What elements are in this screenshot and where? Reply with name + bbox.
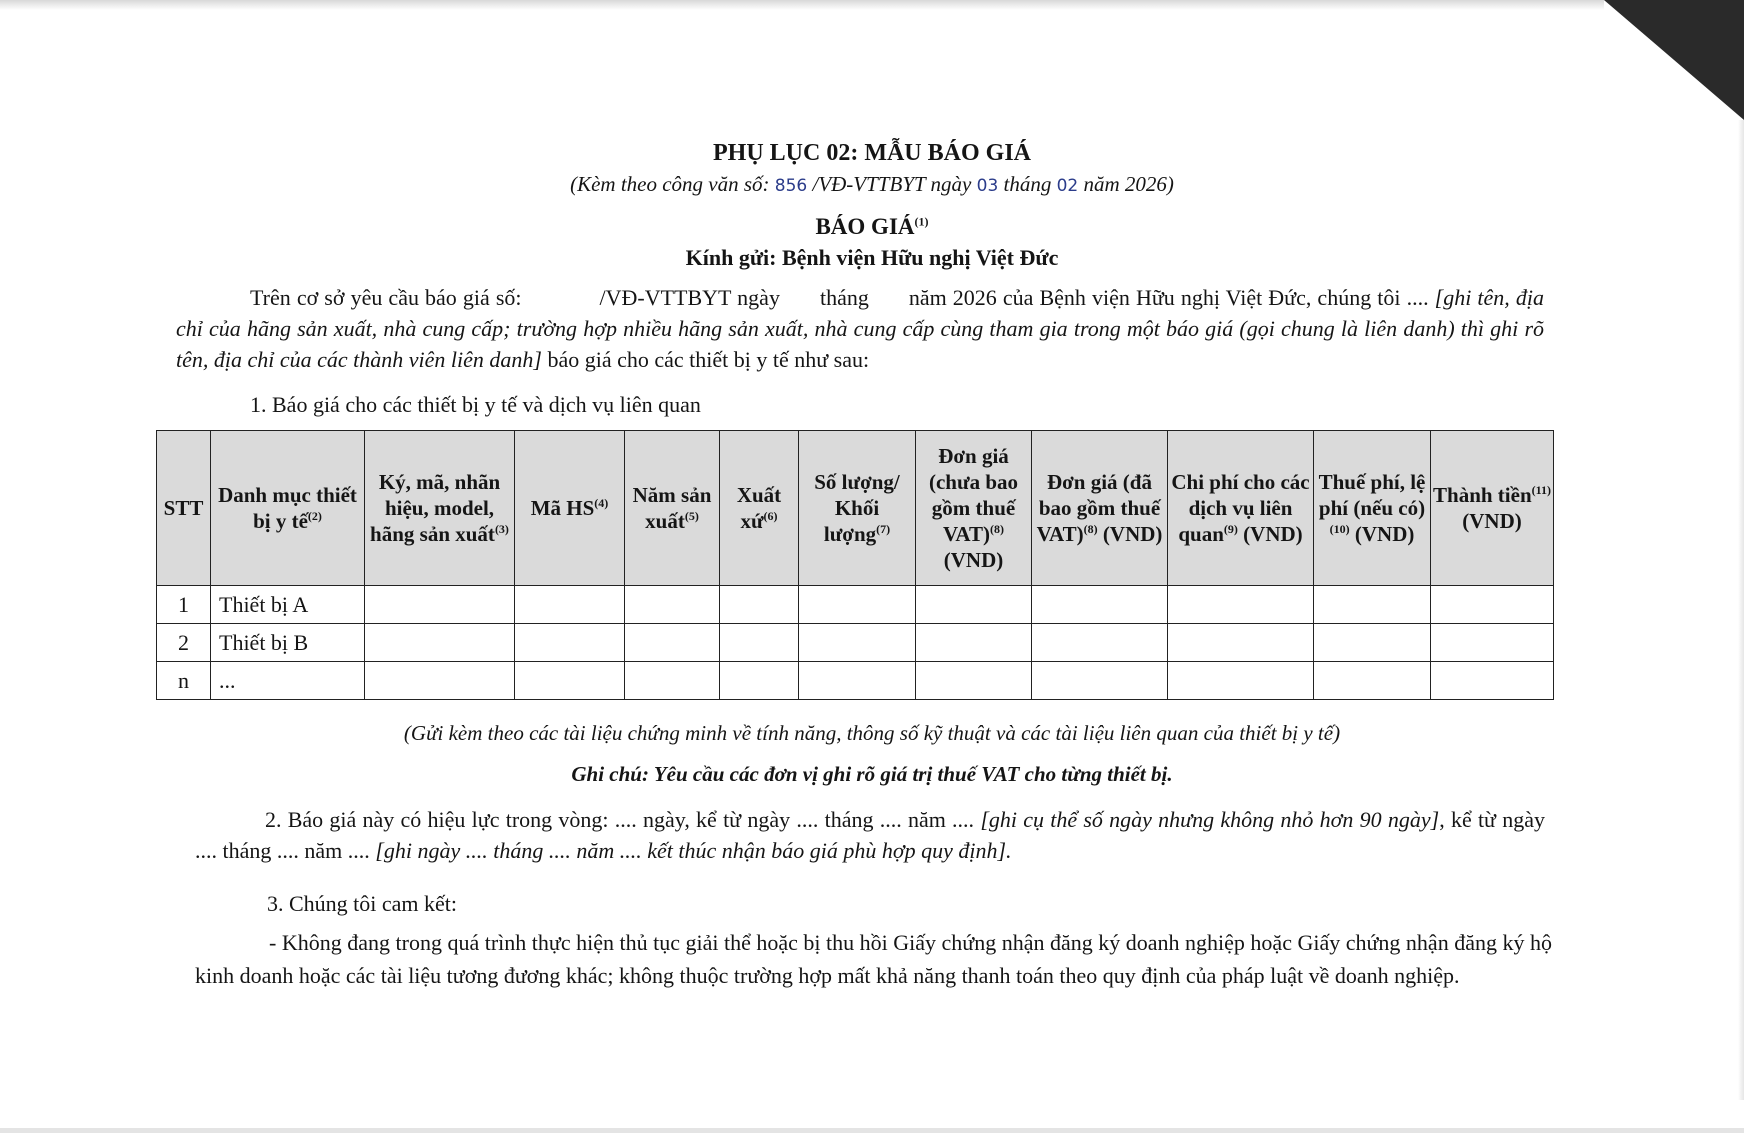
- empty-cell: [515, 662, 625, 700]
- reference-suffix: năm 2026): [1078, 172, 1174, 196]
- column-header-footnote: (9): [1223, 522, 1238, 536]
- empty-cell: [1032, 586, 1168, 624]
- attachment-note: (Gửi kèm theo các tài liệu chứng minh về tính năng, thông số kỹ thuật và các tài liệu liên quan của thiết bị y tế): [403, 721, 1341, 745]
- column-header: [515, 431, 625, 586]
- empty-cell: [799, 662, 916, 700]
- section-2-italic-2: [ghi ngày .... tháng .... năm .... kết thúc nhận báo giá phù hợp quy định].: [375, 838, 1012, 863]
- section-2-text-2: , kể từ ngày .... tháng .... năm ....: [195, 807, 1545, 863]
- empty-cell: [1314, 662, 1431, 700]
- empty-cell: [365, 662, 515, 700]
- column-header-text: Xuất xứ: [736, 483, 782, 533]
- empty-cell: [365, 624, 515, 662]
- quote-title-footnote: (1): [914, 214, 929, 229]
- section-1-heading: 1. Báo giá cho các thiết bị y tế và dịch vụ liên quan: [250, 392, 701, 417]
- empty-cell: [1032, 662, 1168, 700]
- empty-cell: [799, 624, 916, 662]
- section-3-heading: 3. Chúng tôi cam kết:: [267, 891, 458, 916]
- column-header-text: STT: [163, 496, 204, 520]
- quote-table: [156, 430, 1554, 700]
- column-header-text: Mã HS: [530, 496, 595, 520]
- column-header-text: Chi phí cho các dịch vụ liên quan: [1171, 470, 1310, 546]
- column-header-unit: (VND): [1097, 522, 1163, 546]
- empty-cell: [1431, 586, 1554, 624]
- column-header-text: Đơn giá (đã bao gồm thuế VAT): [1036, 470, 1161, 546]
- appendix-title: PHỤ LỤC 02: MẪU BÁO GIÁ: [713, 140, 1031, 166]
- quote-title: [0, 214, 1744, 240]
- column-header-text: Thuế phí, lệ phí (nếu có): [1318, 470, 1426, 520]
- column-header: [365, 431, 515, 586]
- paper-bottom-edge: [0, 1128, 1744, 1133]
- handwritten-month: 02: [1056, 176, 1079, 196]
- table-row: [157, 662, 1554, 700]
- handwritten-day: 03: [976, 176, 999, 196]
- column-header: [157, 431, 211, 586]
- empty-cell: [515, 586, 625, 624]
- empty-cell: [625, 624, 720, 662]
- intro-italic-instruction: [ghi tên, địa chỉ của hãng sản xuất, nhà cung cấp; trường hợp nhiều hãng sản xuất, nhà cung cấp cùng tham gia trong một báo giá (gọi chung là liên danh) thì ghi rõ tên, địa chỉ của các thành viên liên danh]: [176, 285, 1544, 372]
- column-header: [1168, 431, 1314, 586]
- column-header: [625, 431, 720, 586]
- empty-cell: [1314, 586, 1431, 624]
- commitment-item-1: [195, 926, 1552, 992]
- reference-mid-1: /VĐ-VTTBYT ngày: [807, 172, 977, 196]
- column-header: [799, 431, 916, 586]
- empty-cell: [916, 662, 1032, 700]
- intro-paragraph: [176, 282, 1544, 375]
- column-header-footnote: (8): [990, 522, 1005, 536]
- empty-cell: [1168, 624, 1314, 662]
- paper-top-edge: [0, 0, 1604, 10]
- empty-cell: [720, 624, 799, 662]
- folded-corner: [1604, 0, 1744, 120]
- empty-cell: [1168, 662, 1314, 700]
- column-header-footnote: (7): [876, 522, 891, 536]
- column-header-text: Đơn giá (chưa bao gồm thuế VAT): [928, 444, 1019, 546]
- intro-tail: báo giá cho các thiết bị y tế như sau:: [541, 347, 870, 372]
- empty-cell: [625, 586, 720, 624]
- column-header: [916, 431, 1032, 586]
- recipient-line: Kính gửi: Bệnh viện Hữu nghị Việt Đức: [685, 245, 1059, 270]
- column-header-text: Năm sản xuất: [632, 483, 712, 533]
- reference-mid-2: tháng: [998, 172, 1057, 196]
- column-header-text: Danh mục thiết bị y tế: [218, 483, 357, 533]
- row-number-cell: 1: [157, 586, 211, 624]
- column-header-footnote: (10): [1329, 522, 1350, 536]
- table-header-row: [157, 431, 1554, 586]
- intro-part-3: tháng: [819, 285, 869, 310]
- section-2-italic-1: [ghi cụ thể số ngày nhưng không nhỏ hơn 90 ngày]: [980, 807, 1440, 832]
- empty-cell: [625, 662, 720, 700]
- empty-cell: [1314, 624, 1431, 662]
- column-header: [720, 431, 799, 586]
- device-name-cell: Thiết bị A: [211, 586, 365, 624]
- quote-title-text: BÁO GIÁ: [815, 214, 915, 239]
- device-name-cell: Thiết bị B: [211, 624, 365, 662]
- column-header-footnote: (2): [307, 509, 322, 523]
- reference-line: [0, 172, 1744, 197]
- device-name-cell: ...: [211, 662, 365, 700]
- row-number-cell: 2: [157, 624, 211, 662]
- intro-part-1: Trên cơ sở yêu cầu báo giá số:: [250, 285, 522, 310]
- handwritten-doc-number: 856: [774, 176, 808, 196]
- empty-cell: [720, 662, 799, 700]
- column-header: [211, 431, 365, 586]
- column-header-unit: (VND): [1462, 509, 1522, 533]
- table-row: [157, 624, 1554, 662]
- table-body: [157, 586, 1554, 700]
- intro-part-2: /VĐ-VTTBYT ngày: [599, 285, 780, 310]
- column-header-footnote: (3): [494, 522, 509, 536]
- empty-cell: [720, 586, 799, 624]
- column-header-footnote: (8): [1083, 522, 1098, 536]
- empty-cell: [1431, 662, 1554, 700]
- vat-note: Ghi chú: Yêu cầu các đơn vị ghi rõ giá trị thuế VAT cho từng thiết bị.: [571, 762, 1173, 786]
- column-header-text: Số lượng/ Khối lượng: [814, 470, 900, 546]
- empty-cell: [515, 624, 625, 662]
- column-header-text: Thành tiền: [1433, 483, 1532, 507]
- column-header: [1431, 431, 1554, 586]
- empty-cell: [1168, 586, 1314, 624]
- column-header-footnote: (6): [763, 509, 778, 523]
- section-2-text-1: 2. Báo giá này có hiệu lực trong vòng: .... ngày, kể từ ngày .... tháng .... năm ....: [265, 807, 981, 832]
- section-2-paragraph: [195, 804, 1545, 866]
- column-header-unit: (VND): [943, 548, 1004, 572]
- intro-part-4: năm 2026 của Bệnh viện Hữu nghị Việt Đức, chúng tôi ....: [908, 285, 1435, 310]
- column-header-footnote: (5): [684, 509, 699, 523]
- empty-cell: [799, 586, 916, 624]
- column-header-unit: (VND): [1349, 522, 1415, 546]
- column-header: [1314, 431, 1431, 586]
- row-number-cell: n: [157, 662, 211, 700]
- empty-cell: [365, 586, 515, 624]
- column-header-footnote: (4): [594, 496, 609, 510]
- empty-cell: [1032, 624, 1168, 662]
- commitment-item-1-text: - Không đang trong quá trình thực hiện thủ tục giải thể hoặc bị thu hồi Giấy chứng nhận đăng ký doanh nghiệp hoặc Giấy chứng nhận đăng ký hộ kinh doanh hoặc các tài liệu tương đương khác; không thuộc trường hợp mất khả năng thanh toán theo quy định của pháp luật về doanh nghiệp.: [195, 930, 1552, 988]
- column-header-footnote: (11): [1531, 483, 1551, 497]
- empty-cell: [916, 624, 1032, 662]
- reference-prefix: (Kèm theo công văn số:: [570, 172, 775, 196]
- empty-cell: [916, 586, 1032, 624]
- table-row: [157, 586, 1554, 624]
- column-header-text: Ký, mã, nhãn hiệu, model, hãng sản xuất: [370, 470, 501, 546]
- column-header-unit: (VND): [1237, 522, 1303, 546]
- empty-cell: [1431, 624, 1554, 662]
- column-header: [1032, 431, 1168, 586]
